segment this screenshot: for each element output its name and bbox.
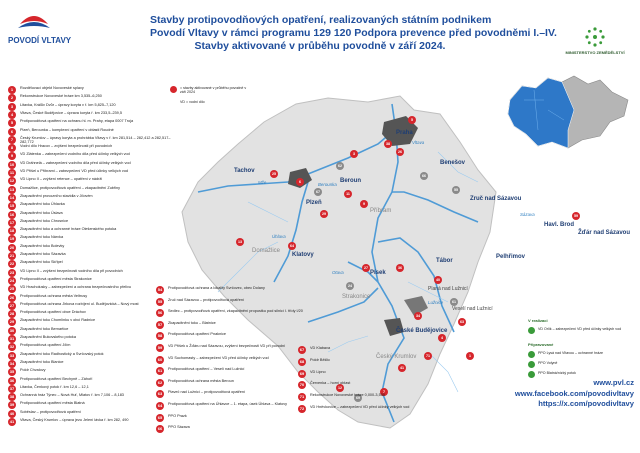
legend-number-badge: 68 [299, 358, 305, 364]
marker-29[interactable]: 29 [322, 212, 326, 216]
marker-61[interactable]: 61 [452, 300, 456, 304]
marker-27[interactable]: 27 [364, 266, 368, 270]
marker-66[interactable]: 66 [422, 174, 426, 178]
legend-text: VD Hracholusky – zabezpečení a ochrana bezpečnostního přelivu [20, 285, 132, 290]
legend-item [298, 393, 488, 402]
status-item-lysa [528, 350, 628, 360]
legend-text: Protipovodňová ochrana a lokality Svrčovec, obec Dolany [168, 286, 265, 290]
green-marker-icon [528, 371, 535, 378]
legend-text: VD Suchomasty – zabezpečení VD před účinky velkých vod [168, 355, 269, 360]
city-plana: Planá nad Lužnicí [428, 286, 468, 292]
legend-number-badge: 4 [8, 111, 16, 119]
legend-text: Červenka – horní oblast [310, 381, 351, 386]
legend-text: Zkapacitnění Bukovského potoka [20, 335, 76, 339]
ministry-text: MINISTERSTVO ZEMĚDĚLSTVÍ [565, 50, 625, 55]
legend-number-badge: 20 [9, 244, 15, 250]
legend-text: Poldr Chvalovy [20, 368, 46, 373]
legend-number-badge: 17 [9, 219, 15, 225]
legend-text: Vltava, České Budějovice – úprava koryta ř. km 233,5–239,5 [20, 110, 122, 115]
logo-text: POVODÍ VLTAVY [8, 36, 72, 45]
water-drop-logo-icon [16, 10, 52, 32]
legend-text: Plaveč nad Lužnicí – protipovodňová opatření [168, 390, 246, 395]
marker-9[interactable]: 9 [360, 200, 368, 208]
legend-number-badge: 1 [8, 86, 16, 94]
marker-3[interactable]: 3 [350, 150, 358, 158]
legend-text: Protipovodňová opatření na Úhlavce – 1. etapa, úsek Úhlava – Klatovy [168, 402, 288, 406]
city-strakonice: Strakonice [342, 294, 371, 300]
legend-text: Zkapacitnění toku Chomlínku v obci Radnice [20, 318, 96, 323]
legend-number-badge: 72 [299, 406, 305, 411]
legend-number-badge: 7 [8, 136, 16, 144]
marker-34[interactable]: 34 [416, 314, 420, 318]
marker-64[interactable]: 64 [290, 244, 294, 248]
legend-text: Ochranná hráz Týnec – Nová Huť, Mlatov ř. km 7,106 – 8,183 [20, 393, 124, 398]
legend-item [298, 346, 488, 355]
legend-text: PPO Prazk [168, 413, 187, 418]
legend-text: Protipovodňová opatření na ochranu hl. m. Prahy, etapa 0007 Troja [20, 119, 134, 124]
legend-text: Zkapacitnění toku Úhlavka [20, 202, 65, 207]
legend-text: Domažlice, protipovodňová opatření – zkapacitnění Zubřiny [20, 185, 121, 190]
legend-item [156, 286, 346, 295]
city-tabor: Tábor [436, 258, 453, 264]
marker-12[interactable]: 12 [338, 386, 342, 390]
marker-36[interactable]: 36 [398, 266, 402, 270]
legend-number-badge: 16 [9, 211, 15, 217]
legend-number-badge: 66 [157, 426, 163, 432]
povodi-vltavy-logo[interactable] [8, 10, 72, 52]
legend-item [156, 298, 346, 307]
status-item-lysa-text: PPO Lysá nad Vltavou – ochranné hráze [538, 351, 603, 355]
city-veseli: Veselí nad Lužnicí [452, 306, 493, 312]
legend-number-badge: 26 [9, 294, 15, 300]
legend-number-badge: 70 [299, 382, 305, 388]
river-vltava: Vltava [412, 140, 425, 145]
city-cesky-krumlov: Český Krumlov [376, 354, 417, 360]
city-domazlice: Domažlice [252, 248, 281, 254]
legend-number-badge: 19 [9, 236, 15, 242]
legend-text: Vltava, Český Krumlov – úprava jezu Jelení lávka ř. km 282, 490 [20, 418, 129, 422]
marker-69[interactable]: 69 [356, 396, 360, 400]
legend-text: Zkapacitnění toku – Blatnice [168, 320, 216, 325]
title-line-3: Stavby aktivované v průběhu povodně v září 2024. [194, 40, 446, 52]
legend-text: VD Zlátenka – zabezpečení vodního díla před účinky velkých vod [20, 152, 130, 157]
river-mze: Mže [258, 180, 267, 185]
legend-number-badge: 41 [9, 419, 15, 424]
legend-number-badge: 34 [9, 360, 15, 366]
legend-text: Zkapacitnění toku Radhostický a Svrčovský potok [20, 351, 104, 356]
city-praha: Praha [396, 130, 413, 136]
marker-63[interactable]: 63 [460, 320, 464, 324]
legend-number-badge: 25 [9, 286, 15, 292]
city-ceske-budejovice: České Budějovice [396, 328, 448, 334]
legend-text: Poldr Bělčic [310, 357, 331, 362]
legend-number-badge: 62 [157, 379, 163, 385]
legend-number-badge: 69 [299, 370, 305, 376]
legend-number-badge: 39 [9, 402, 15, 408]
green-marker-icon [528, 361, 535, 368]
marker-40[interactable]: 40 [436, 278, 440, 282]
status-item-volyne-text: PPO Volyně [538, 361, 558, 365]
legend-number-badge: 14 [9, 194, 15, 200]
legend-text: Zruč nad Sázavou – protipovodňová opatření [168, 297, 244, 302]
legend-text: Protipovodňová opatření Jílím [20, 343, 71, 348]
facebook-link[interactable]: www.facebook.com/povodivltavy [514, 388, 634, 398]
legend-number-badge: 23 [9, 269, 15, 275]
legend-number-badge: 67 [299, 347, 305, 352]
legend-number-badge: 27 [9, 302, 15, 308]
legend-number-badge: 15 [9, 203, 15, 209]
legend-number-badge: 37 [9, 385, 15, 391]
legend-number-badge: 64 [157, 403, 163, 408]
river-sazava: Sázava [520, 212, 535, 217]
legend-number-badge: 56 [157, 310, 163, 316]
vd-note: VD = vodní dílo [180, 100, 205, 104]
marker-25[interactable]: 25 [272, 172, 276, 176]
legend-text: Protipovodňová opatření Bechyně – Záhoří [20, 376, 93, 381]
legend-number-badge: 36 [9, 377, 15, 383]
legend-text: Zkapacitnění toku Nárvka [20, 235, 64, 240]
legend-text: Zkapacitnění toku Bolevky [20, 243, 65, 248]
legend-number-badge: 33 [9, 352, 15, 358]
marker-62[interactable]: 62 [338, 164, 342, 168]
legend-number-badge: 31 [9, 336, 15, 341]
legend-text: Soběslav – protipovodňová opatření [20, 409, 81, 414]
legend-number-badge: 11 [9, 170, 15, 175]
ministerstvo-logo[interactable] [560, 26, 630, 66]
legend-number-badge: 59 [157, 345, 163, 350]
legend-text: Zkapacitnění toku Chrosnice [20, 218, 69, 223]
legend-text: VD Lipno II – zvýšení retence – opatření v nádrži [20, 177, 103, 182]
status-realizace-heading: V realizaci [528, 318, 548, 323]
legend-text: Zkapacitnění toku Sázavka [20, 252, 66, 256]
river-otava: Otava [332, 270, 344, 275]
marker-24[interactable]: 24 [348, 284, 352, 288]
legend-text: Protipovodňová opatření obce Dráchov [20, 310, 86, 315]
legend-item [156, 321, 346, 330]
marker-41[interactable]: 41 [400, 366, 404, 370]
legend-text: Rozdělovací objekt Novoveské splavy [20, 86, 84, 90]
legend-text: VD Klabava [310, 346, 331, 350]
legend-number-badge: 13 [9, 186, 15, 192]
marker-5[interactable]: 5 [408, 116, 416, 124]
legend-number-badge: 55 [157, 298, 163, 304]
marker-71[interactable]: 71 [426, 354, 430, 358]
legend-text: Protipovodňová opatření – Veselí nad Lužnicí [168, 367, 245, 372]
x-link[interactable]: https://x.com/povodivltavy [538, 399, 634, 408]
city-havlbrod: Havl. Brod [544, 222, 575, 228]
contact-links [500, 378, 634, 410]
city-beroun: Beroun [340, 178, 361, 184]
legend-text: VD Hněvkovice – zabezpečení VD před účinky velkých vod [310, 405, 410, 409]
legend-number-badge: 28 [9, 311, 15, 317]
status-item-volyne [528, 360, 628, 370]
city-zdar: Žďár nad Sázavou [578, 230, 630, 236]
legend-number-badge: 61 [157, 368, 163, 374]
legend-text: VD Příšel u Příbrami – zabezpečení VD před účinky velkých vod [20, 169, 129, 173]
marker-26[interactable]: 26 [398, 150, 402, 154]
legend-number-badge: 24 [9, 277, 15, 283]
legend-number-badge: 32 [9, 344, 15, 350]
legend-number-badge: 58 [157, 333, 163, 339]
legend-text: PPO Sázava [168, 425, 190, 430]
status-pripravovane-heading: Připravované [528, 342, 554, 347]
legend-text: Protipovodňová ochrana Jirkova rozbíjení ul. Budějovická – Nový most [20, 301, 139, 306]
legend-text: Zkapacitnění toku Bernartice [20, 326, 69, 331]
legend-number-badge: 21 [9, 253, 15, 258]
legend-number-badge: 60 [157, 356, 163, 362]
city-benesov: Benešov [440, 160, 466, 166]
legend-text: Zkapacitnění toku Blanice [20, 359, 64, 364]
title-line-2: Povodí Vltavy v rámci programu 129 120 Podpora prevence před povodněmi I.–IV. [150, 27, 557, 39]
legend-text: Protipovodňová ochrana města Veltrusy [20, 293, 88, 298]
status-item-orlik [528, 326, 628, 336]
legend-number-badge: 5 [8, 119, 16, 127]
legend-item [298, 370, 488, 379]
legend-item [156, 309, 346, 318]
marker-13[interactable]: 13 [238, 240, 242, 244]
city-tachov: Tachov [234, 168, 255, 174]
marker-7[interactable]: 7 [380, 388, 388, 396]
city-pribram: Příbram [370, 208, 392, 214]
legend-number-badge: 40 [9, 410, 15, 416]
legend-item [156, 332, 346, 341]
legend-number-badge: 6 [8, 128, 16, 136]
green-marker-icon [528, 327, 535, 334]
legend-text: VD Příšek u Žďáru nad Sázavou, zvýšení bezpečnosti VD při povodni [168, 344, 285, 348]
legend-text: Rekonstrukce Novoveské hráze 0,000-3,530 [310, 393, 385, 398]
czech-inset-map [504, 70, 634, 154]
website-link[interactable]: www.pvl.cz [593, 378, 634, 387]
legend-number-badge: 35 [9, 369, 15, 375]
city-plzen: Plzeň [306, 200, 322, 206]
legend-item [298, 381, 488, 390]
legend-list-3 [298, 346, 410, 446]
river-uhlava: Úhlava [272, 234, 286, 239]
legend-text: Protipovodňová opatření města Strakonice [20, 276, 92, 281]
legend-item [298, 405, 488, 414]
status-item-blatna-text: PPO Blatná/nízký potok [538, 371, 576, 375]
legend-text: Protipovodňová opatření města Blatná [20, 401, 85, 406]
ministry-emblem-icon [584, 26, 606, 48]
green-marker-icon [528, 351, 535, 358]
marker-4[interactable]: 4 [438, 334, 446, 342]
river-luznice: Lužnice [428, 300, 444, 305]
legend-number-badge: 22 [9, 261, 15, 267]
legend-number-badge: 57 [157, 321, 163, 327]
legend-text: Sedlec – protipovodňová opatření, zkapacitnění propustku pod silnicí I. třídy I/20 [168, 309, 303, 314]
city-zruc: Zruč nad Sázavou [470, 196, 522, 202]
title-line-1: Stavby protipovodňových opatření, realizovaných státním podnikem [150, 14, 492, 26]
legend-number-badge: 2 [8, 94, 16, 102]
legend-number-badge: 8 [8, 144, 16, 152]
legend-text: VD Lipno II – zvýšení bezpečnosti vodního díla při povodních [20, 268, 123, 273]
marker-55[interactable]: 55 [454, 188, 458, 192]
legend-text: Protipovodňová opatření Pnaknice [168, 332, 227, 337]
legend-number-badge: 9 [8, 152, 16, 160]
legend-number-badge: 38 [9, 394, 15, 400]
legend-text: Vodní dílo Hracov – zvýšení bezpečnosti při povodních [20, 144, 113, 149]
legend-item [298, 358, 488, 367]
marker-38[interactable]: 38 [386, 142, 390, 146]
city-klatovy: Klatovy [292, 252, 314, 258]
marker-11[interactable]: 11 [344, 190, 352, 198]
legend-number-badge: 65 [157, 414, 163, 420]
legend-text: VD Lipno [310, 369, 326, 374]
legend-number-badge: 30 [9, 327, 15, 333]
marker-1[interactable]: 1 [466, 352, 474, 360]
legend-text: Litavka, Králův Dvůr – úpravy koryta v ř. km 5,825–7,120 [20, 102, 116, 107]
legend-text: Plzeň, Berounka – komplexní opatření v oblasti Roudné [20, 127, 114, 132]
legend-text: Litavka, Čenkový potok ř. km 12,6 – 12,1 [20, 384, 89, 389]
marker-6[interactable]: 6 [296, 178, 304, 186]
legend-text: Zkapacitnění toku a ochranné hráze Olešenského potoka [20, 227, 117, 232]
legend-number-badge: 63 [157, 391, 163, 397]
legend-text: VD Dráhnelá – zabezpečení vodního díla před účinky velkých vod [20, 160, 131, 165]
legend-text: Český Krumlov – úpravy koryta a prohrábka Vltavy v ř. km 281,514 – 282,412 a 282,517–282,772 [20, 135, 171, 145]
river-berounka: Berounka [318, 182, 337, 187]
status-item-orlik-text: VD Orlík – zabezpečení VD před účinky velkých vod [538, 327, 622, 331]
legend-number-badge: 54 [157, 287, 163, 292]
red-marker-note: = stavby aktivované v průběhu povodně v září 2024 [180, 86, 247, 95]
legend-text: Protipovodňová ochrana města Beroun [168, 378, 234, 383]
marker-59[interactable]: 59 [574, 214, 578, 218]
legend-text: Rekonstrukce Novoveské hráze km 3,535–6,250 [20, 94, 102, 99]
legend-number-badge: 29 [9, 319, 15, 325]
legend-number-badge: 3 [8, 103, 16, 111]
legend-number-badge: 10 [9, 161, 15, 167]
legend-number-badge: 18 [9, 228, 15, 234]
legend-number-badge: 71 [299, 394, 305, 400]
city-pelhrimov: Pelhřimov [496, 254, 526, 260]
legend-text: Zkapacitnění toku Úslava [20, 210, 63, 215]
city-pisek: Písek [370, 270, 386, 276]
legend-text: Zkapacitnění toku Skřipel [20, 260, 63, 265]
legend-number-badge: 12 [9, 178, 15, 184]
legend-text: Zkapacitnění provozního stavidla v Jílovém [20, 193, 93, 198]
page-title [150, 14, 557, 53]
marker-67[interactable]: 67 [316, 190, 320, 194]
